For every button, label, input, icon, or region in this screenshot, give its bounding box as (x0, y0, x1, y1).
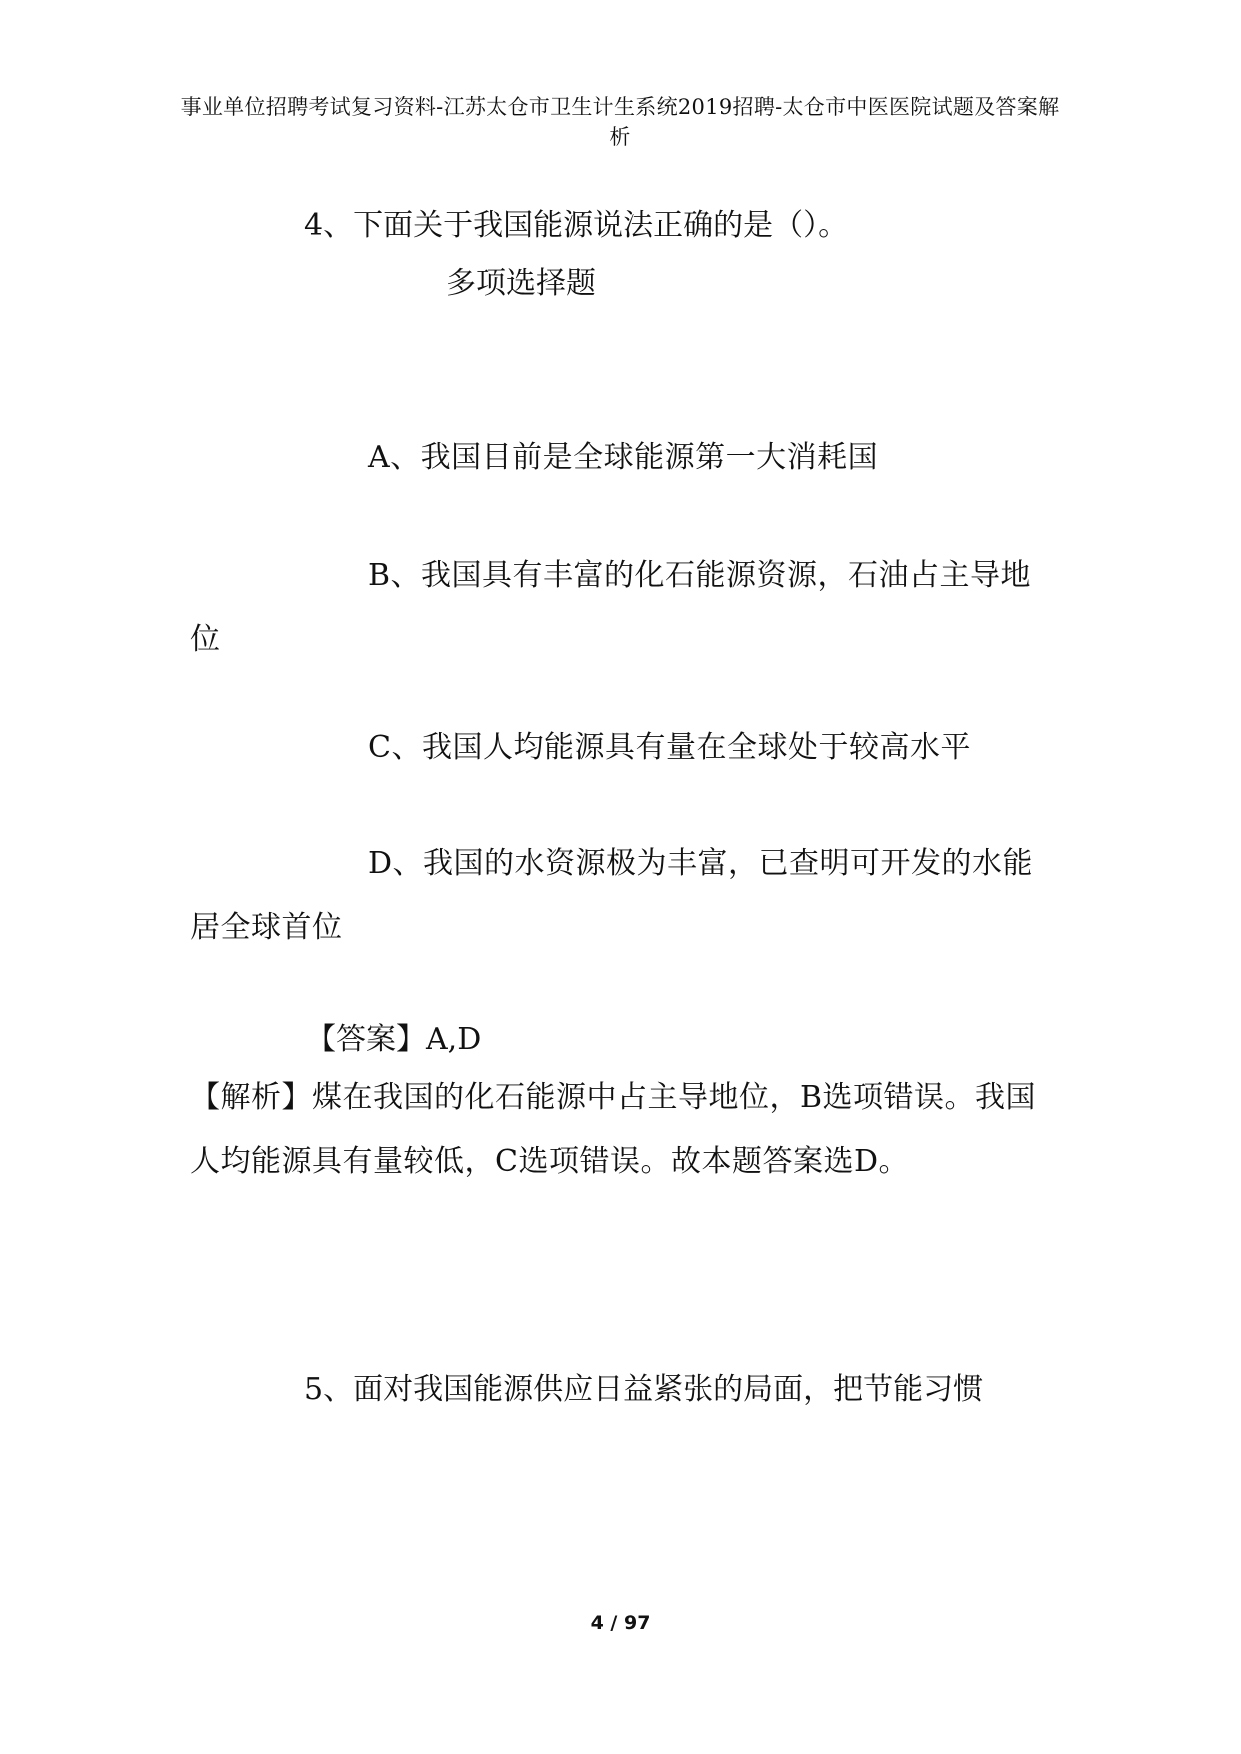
option-c: C、我国人均能源具有量在全球处于较高水平 (368, 730, 971, 765)
question-type-label: 多项选择题 (446, 266, 596, 301)
question-4-stem: 4、下面关于我国能源说法正确的是（）。 (304, 208, 849, 243)
answer-line: 【答案】A,D (306, 1022, 482, 1057)
question-5-stem: 5、面对我国能源供应日益紧张的局面，把节能习惯 (304, 1372, 984, 1407)
option-a: A、我国目前是全球能源第一大消耗国 (368, 440, 879, 475)
option-b: B、我国具有丰富的化石能源资源，石油占主导地位 (190, 558, 1032, 657)
page-number: 4 / 97 (590, 1612, 651, 1634)
option-d: D、我国的水资源极为丰富，已查明可开发的水能居全球首位 (190, 846, 1034, 945)
page-header-title: 事业单位招聘考试复习资料-江苏太仓市卫生计生系统2019招聘-太仓市中医医院试题及答案解析 (180, 95, 1060, 149)
analysis-paragraph: 【解析】煤在我国的化石能源中占主导地位，B选项错误。我国人均能源具有量较低，C选项错误。故本题答案选D。 (190, 1080, 1037, 1179)
